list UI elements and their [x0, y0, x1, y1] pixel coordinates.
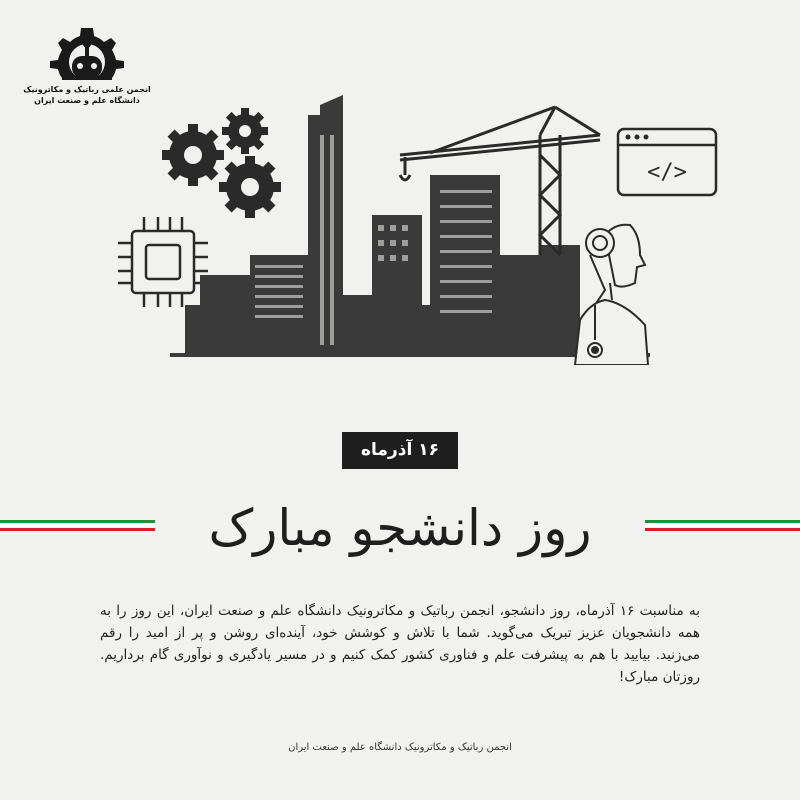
- flag-white-stripe: [0, 524, 155, 527]
- code-window-icon: [618, 129, 716, 195]
- body-paragraph: به مناسبت ۱۶ آذرماه، روز دانشجو، انجمن رباتیک و مکاترونیک دانشگاه علم و صنعت ایران، این روز را به همه دانشجویان عزیز تبریک می‌گوید. شما با تلاش و کوشش خود، آینده‌ای روشن و پر از امید را رقم می‌زنید. بیایید با هم به پیشرفت علم و فناوری کشور کمک کنیم و در مسیر یادگیری و نوآوری گام برداریم. روزتان مبارک!: [100, 603, 700, 685]
- flag-white-stripe: [645, 524, 800, 527]
- logo-title-line2: دانشگاه علم و صنعت ایران: [34, 96, 140, 105]
- gears-icon: [162, 108, 281, 218]
- tech-city-illustration: [100, 95, 740, 365]
- gear-robot-logo-icon: [42, 24, 132, 84]
- footer-caption: انجمن رباتیک و مکاترونیک دانشگاه علم و صنعت ایران: [288, 742, 512, 753]
- main-title: روز دانشجو مبارک: [208, 499, 592, 557]
- chip-icon: [118, 217, 208, 307]
- robot-head-icon: [575, 225, 648, 365]
- code-symbol: </>: [647, 160, 687, 185]
- logo-title-line1: انجمن علمی رباتیک و مکاترونیک: [23, 85, 151, 94]
- flag-green-stripe: [0, 520, 155, 523]
- date-badge: ۱۶ آذرماه: [342, 432, 458, 469]
- flag-stripe-left: [0, 520, 155, 532]
- flag-red-stripe: [0, 528, 155, 531]
- logo: [22, 24, 152, 106]
- flag-green-stripe: [645, 520, 800, 523]
- flag-stripe-right: [645, 520, 800, 532]
- flag-red-stripe: [645, 528, 800, 531]
